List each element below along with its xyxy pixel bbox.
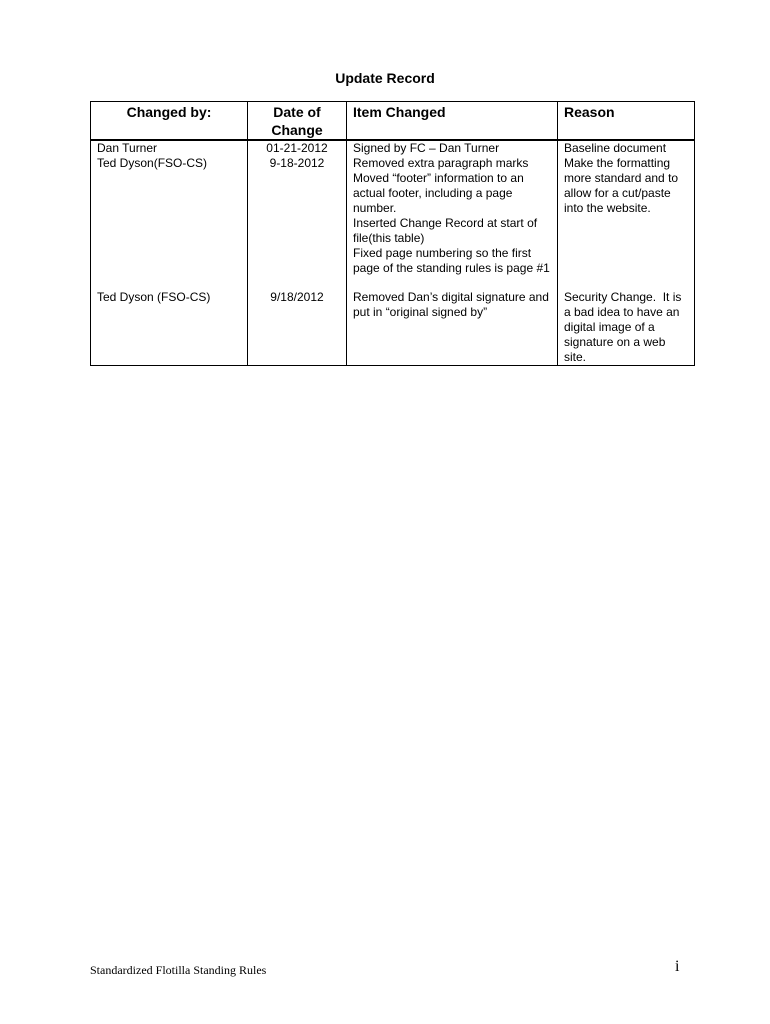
item-line: Moved “footer” information to an actual footer, including a page number. [353,171,524,215]
header-changed-by: Changed by: [91,102,248,141]
cell-reason: Baseline document [558,140,695,156]
cell-item-changed [347,290,558,366]
page-title: Update Record [335,70,435,86]
item-line: Fixed page numbering so the first page of the standing rules is page #1 [353,246,550,275]
cell-reason: Security Change. It is a bad idea to have an digital image of a signature on a web site. [558,290,695,366]
item-line: Removed extra paragraph marks [353,156,529,170]
cell-item-changed [347,140,558,156]
header-date-of-change: Date of Change [248,102,347,141]
item-line: Removed Dan’s digital signature and put in “original signed by” [353,290,549,319]
table-header-row [91,102,695,141]
table-row [91,290,695,366]
item-line: Inserted Change Record at start of file(this table) [353,216,538,245]
cell-item-changed [347,156,558,290]
table-row [91,156,695,290]
table-row [91,140,695,156]
cell-date: 01-21-2012 [248,140,347,156]
header-item-changed: Item Changed [347,102,558,141]
update-record-table [90,101,695,366]
cell-changed-by: Ted Dyson (FSO-CS) [91,290,248,366]
cell-date: 9/18/2012 [248,290,347,366]
cell-changed-by: Dan Turner [91,140,248,156]
footer-text: Standardized Flotilla Standing Rules [90,963,267,977]
cell-reason: Make the formatting more standard and to allow for a cut/paste into the website. [558,156,695,290]
header-reason: Reason [558,102,695,141]
page-number: i [675,958,680,975]
cell-changed-by: Ted Dyson(FSO-CS) [91,156,248,290]
item-line: Signed by FC – Dan Turner [353,141,500,155]
cell-date: 9-18-2012 [248,156,347,290]
